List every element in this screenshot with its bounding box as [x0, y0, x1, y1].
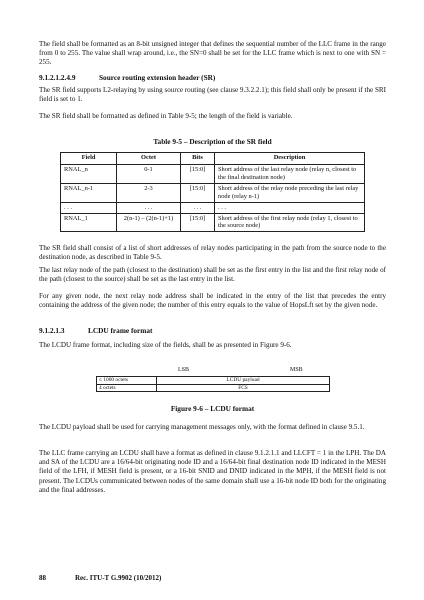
table-cell: . . .	[117, 202, 181, 213]
table-row	[61, 183, 365, 202]
table-header-cell: Octet	[117, 153, 181, 165]
table-header-cell: Description	[215, 153, 365, 165]
table-cell: RNAL_n	[61, 165, 117, 184]
table-cell: [15:0]	[181, 213, 215, 232]
sr-paragraph-3: The SR field shall consist of a list of short addresses of relay nodes participating in the path from the source node to the destination node, as described in Table 9-5.	[39, 244, 386, 262]
field-size: ≤ 1000 octets	[97, 377, 157, 385]
lcdu-paragraph-2: The LCDU payload shall be used for carrying management messages only, with the format defined in clause 9.5.1.	[39, 423, 365, 431]
sr-paragraph-4: The last relay node of the path (closest to the destination) shall be set as the first entry in the list and the first relay node of the path (closest to the source) shall be set as the last entry in the list.	[39, 266, 386, 284]
table-cell: 0-1	[117, 165, 181, 184]
table-header-cell: Field	[61, 153, 117, 165]
table-cell: Short address of the first relay node (relay 1, closest to the source node)	[215, 213, 365, 232]
field-size: 4 octets	[97, 384, 157, 392]
field-name: FCS	[157, 384, 330, 392]
section-heading-sr	[39, 73, 215, 82]
page-footer	[39, 574, 161, 582]
table-cell: [15:0]	[181, 165, 215, 184]
table-header-cell: Bits	[181, 153, 215, 165]
sr-paragraph-5: For any given node, the next relay node address shall be indicated in the entry of the list that precedes the entry containing the address of the given node; the number of this entry equals to the value of HopsLft set by the given node.	[39, 292, 386, 310]
table-header-row	[61, 153, 365, 165]
table-cell: RNAL_1	[61, 213, 117, 232]
table-cell: Short address of the relay node preceding the last relay node (relay n-1)	[215, 183, 365, 202]
table-row	[61, 165, 365, 184]
page-number: 88	[39, 574, 46, 582]
field-name: LCDU payload	[157, 377, 330, 385]
lcdu-paragraph-3: The LLC frame carrying an LCDU shall have a format as defined in clause 9.1.2.1.1 and LLCFT = 1 in the LPH. The DA and SA of the LCDU are a 16/64-bit originating node ID and a 16/64-bit final destination node ID indicated in the MESH field of the LFH, if MESH field is present, or a 16-bit SNID and DNID indicated in the MPH, if the MESH field is not present. The LCDUs communicated between nodes of the same domain shall use a 16-bit node ID both for the originating and the final addresses.	[39, 449, 386, 494]
table-cell: 2-3	[117, 183, 181, 202]
section-heading-lcdu	[39, 326, 152, 335]
sr-paragraph-1: The SR field supports L2-relaying by using source routing (see clause 9.3.2.2.1); this field shall only be present if the SRI field is set to 1.	[39, 86, 386, 104]
sr-field-table	[60, 152, 365, 232]
lcdu-paragraph-1: The LCDU frame format, including size of the fields, shall be as presented in Figure 9-6.	[39, 341, 292, 349]
section-number: 9.1.2.1.2.4.9	[39, 73, 76, 82]
table-cell: Short address of the last relay node (relay n, closest to the final destination node)	[215, 165, 365, 184]
figure-row	[97, 384, 330, 392]
lsb-label: LSB	[178, 367, 190, 373]
section-title: LCDU frame format	[88, 326, 153, 335]
sr-paragraph-2: The SR field shall be formatted as defined in Table 9-5; the length of the field is variable.	[39, 112, 293, 120]
figure-row	[97, 377, 330, 385]
table-cell: . . .	[215, 202, 365, 213]
msb-label: MSB	[290, 367, 303, 373]
table-cell: . . .	[181, 202, 215, 213]
figure-caption: Figure 9-6 – LCDU format	[170, 404, 255, 413]
intro-paragraph: The field shall be formatted as an 8-bit unsigned integer that defines the sequential number of the LLC frame in the range from 0 to 255. The value shall wrap around, i.e., the SN=0 shall be set for the LLC frame which is next to one with SN = 255.	[39, 40, 386, 67]
table-row	[61, 213, 365, 232]
table-row	[61, 202, 365, 213]
table-cell: [15:0]	[181, 183, 215, 202]
table-cell: . . .	[61, 202, 117, 213]
document-id: Rec. ITU-T G.9902 (10/2012)	[75, 574, 162, 582]
section-number: 9.1.2.1.3	[39, 326, 65, 335]
section-title: Source routing extension header (SR)	[99, 73, 216, 82]
table-cell: 2(n-1) – (2(n-1)+1)	[117, 213, 181, 232]
table-caption: Table 9-5 – Description of the SR field	[153, 137, 272, 146]
lcdu-format-figure	[96, 376, 330, 392]
table-cell: RNAL_n-1	[61, 183, 117, 202]
